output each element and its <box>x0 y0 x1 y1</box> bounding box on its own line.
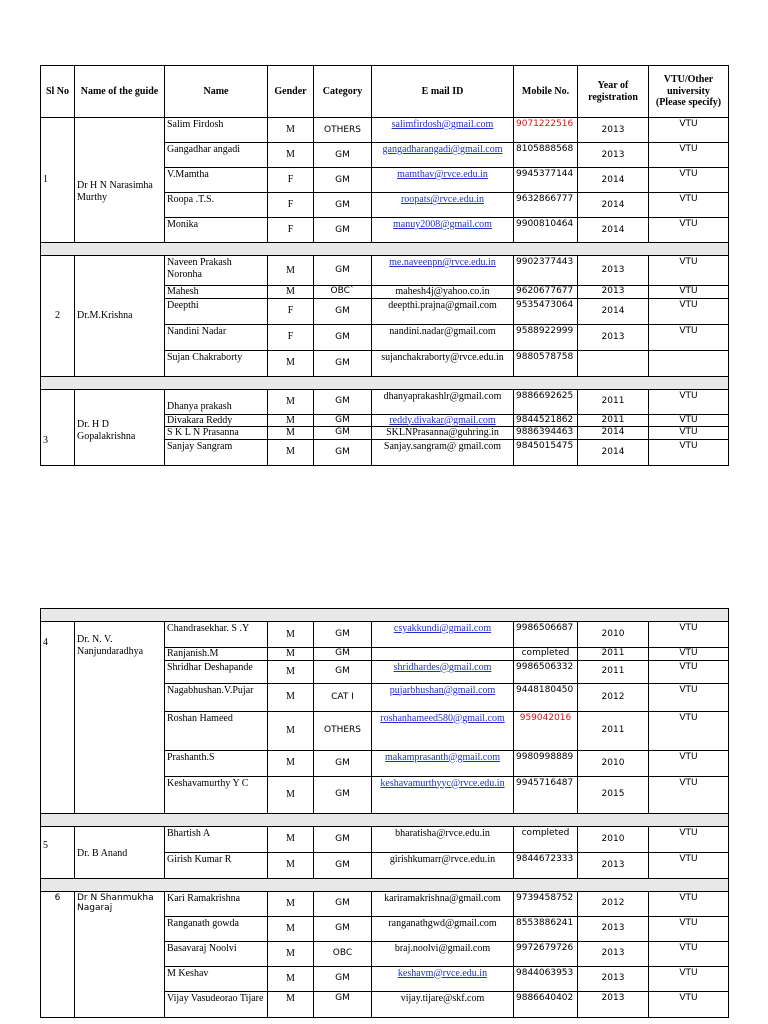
year: 2014 <box>578 193 649 218</box>
year: 2011 <box>578 660 649 683</box>
scholar-name: Roopa .T.S. <box>165 193 268 218</box>
mobile-number: 9900810464 <box>514 218 578 243</box>
year: 2011 <box>578 648 649 661</box>
scholar-name: M Keshav <box>165 966 268 991</box>
guide-name: Dr.M.Krishna <box>75 256 165 377</box>
mobile-number: completed <box>514 826 578 852</box>
category: CAT I <box>314 683 372 711</box>
email-link[interactable]: keshavamurthyyc@rvce.edu.in <box>380 777 505 789</box>
category: OBC <box>314 941 372 966</box>
sl-number: 3 <box>41 389 75 465</box>
email-text: Sanjay.sangram@ gmail.com <box>372 439 514 465</box>
mobile-number: 9632866777 <box>514 193 578 218</box>
year: 2010 <box>578 826 649 852</box>
scholar-name: Keshavamurthy Y C <box>165 776 268 813</box>
header-name: Name <box>165 66 268 118</box>
gender: M <box>268 389 314 414</box>
year: 2014 <box>578 427 649 440</box>
mobile-number: 9739458752 <box>514 891 578 916</box>
scholar-name: Divakara Reddy <box>165 414 268 427</box>
gender: M <box>268 622 314 648</box>
scholar-name: Nandini Nadar <box>165 324 268 350</box>
email-text: girishkumarr@rvce.edu.in <box>372 852 514 878</box>
category: GM <box>314 648 372 661</box>
sl-number: 2 <box>41 256 75 377</box>
category: OBC` <box>314 286 372 299</box>
year: 2013 <box>578 941 649 966</box>
group-separator <box>41 376 729 389</box>
scholar-name: Salim Firdosh <box>165 118 268 143</box>
mobile-number: 8553886241 <box>514 916 578 941</box>
mobile-number: completed <box>514 648 578 661</box>
year: 2012 <box>578 683 649 711</box>
university: VTU <box>649 941 729 966</box>
mobile-number: 9986506332 <box>514 660 578 683</box>
category: GM <box>314 168 372 193</box>
university: VTU <box>649 660 729 683</box>
year: 2013 <box>578 916 649 941</box>
year: 2013 <box>578 991 649 1017</box>
gender: F <box>268 168 314 193</box>
email-text: SKLNPrasanna@guhring.in <box>372 427 514 440</box>
email-link[interactable]: me.naveenpn@rvce.edu.in <box>389 257 496 268</box>
scholar-name: Ranjanish.M <box>165 648 268 661</box>
category: GM <box>314 414 372 427</box>
guide-name: Dr. N. V. Nanjundaradhya <box>75 622 165 814</box>
gender: M <box>268 711 314 750</box>
email-text: braj.noolvi@gmail.com <box>372 941 514 966</box>
header-row <box>41 66 729 118</box>
category: GM <box>314 439 372 465</box>
gender: F <box>268 324 314 350</box>
gender: F <box>268 218 314 243</box>
group-separator <box>41 609 729 622</box>
category: GM <box>314 143 372 168</box>
university: VTU <box>649 750 729 776</box>
category: GM <box>314 298 372 324</box>
mobile-number: 9844521862 <box>514 414 578 427</box>
sl-number: 4 <box>41 622 75 814</box>
scholars-table-page-2 <box>40 608 729 1018</box>
scholar-name: Shridhar Deshapande <box>165 660 268 683</box>
gender: M <box>268 852 314 878</box>
email-text: mahesh4j@yahoo.co.in <box>372 286 514 299</box>
year: 2013 <box>578 118 649 143</box>
email-link[interactable]: makamprasanth@gmail.com <box>384 751 500 763</box>
university <box>649 350 729 376</box>
gender: M <box>268 776 314 813</box>
university: VTU <box>649 389 729 414</box>
scholar-name: Girish Kumar R <box>165 852 268 878</box>
year: 2014 <box>578 439 649 465</box>
university: VTU <box>649 286 729 299</box>
mobile-number: 9535473064 <box>514 298 578 324</box>
gender: M <box>268 826 314 852</box>
email-text: bharatisha@rvce.edu.in <box>372 826 514 852</box>
university: VTU <box>649 966 729 991</box>
university: VTU <box>649 683 729 711</box>
scholar-name: Monika <box>165 218 268 243</box>
year: 2013 <box>578 256 649 286</box>
university: VTU <box>649 298 729 324</box>
scholar-name: Chandrasekhar. S .Y <box>165 622 268 648</box>
gender: M <box>268 648 314 661</box>
scholar-name: Mahesh <box>165 286 268 299</box>
mobile-number: 9844672333 <box>514 852 578 878</box>
university: VTU <box>649 622 729 648</box>
year: 2013 <box>578 852 649 878</box>
gender: M <box>268 350 314 376</box>
mobile-number: 9588922999 <box>514 324 578 350</box>
scholar-name: S K L N Prasanna <box>165 427 268 440</box>
mobile-number: 9986506687 <box>514 622 578 648</box>
university: VTU <box>649 256 729 286</box>
guide-name: Dr. H D Gopalakrishna <box>75 389 165 465</box>
university: VTU <box>649 193 729 218</box>
email-text: deepthi.prajna@gmail.com <box>372 298 514 324</box>
year: 2011 <box>578 711 649 750</box>
year: 2015 <box>578 776 649 813</box>
year: 2012 <box>578 891 649 916</box>
email-link[interactable]: mamthav@rvce.edu.in <box>397 169 488 180</box>
year: 2011 <box>578 389 649 414</box>
category: GM <box>314 324 372 350</box>
table-row <box>41 118 729 143</box>
gender: M <box>268 891 314 916</box>
university: VTU <box>649 891 729 916</box>
email-link[interactable]: keshavm@rvce.edu.in <box>397 967 488 979</box>
header-mobile: Mobile No. <box>514 66 578 118</box>
header-year: Year of registration <box>578 66 649 118</box>
sl-number: 5 <box>41 826 75 878</box>
university: VTU <box>649 427 729 440</box>
category: GM <box>314 750 372 776</box>
year: 2010 <box>578 750 649 776</box>
university: VTU <box>649 168 729 193</box>
mobile-number: 9902377443 <box>514 256 578 286</box>
email-text: kariramakrishna@gmail.com <box>372 891 514 916</box>
university: VTU <box>649 324 729 350</box>
mobile-number: 959042016 <box>514 711 578 750</box>
gender: M <box>268 286 314 299</box>
university: VTU <box>649 648 729 661</box>
gender: M <box>268 427 314 440</box>
email-link[interactable]: pujarbhushan@gmail.com <box>389 684 496 696</box>
group-separator <box>41 878 729 891</box>
scholar-name: Deepthi <box>165 298 268 324</box>
mobile-number: 9945716487 <box>514 776 578 813</box>
header-university: VTU/Other university (Please specify) <box>649 66 729 118</box>
category: GM <box>314 991 372 1017</box>
email-text <box>372 648 514 661</box>
category: GM <box>314 826 372 852</box>
category: GM <box>314 427 372 440</box>
gender: M <box>268 991 314 1017</box>
scholar-name: Sujan Chakraborty <box>165 350 268 376</box>
category: GM <box>314 256 372 286</box>
gender: M <box>268 941 314 966</box>
header-guide: Name of the guide <box>75 66 165 118</box>
gender: F <box>268 298 314 324</box>
mobile-number: 9945377144 <box>514 168 578 193</box>
year: 2013 <box>578 324 649 350</box>
university: VTU <box>649 143 729 168</box>
scholar-name: Roshan Hameed <box>165 711 268 750</box>
sl-number: 1 <box>41 118 75 243</box>
university: VTU <box>649 711 729 750</box>
mobile-number: 9886394463 <box>514 427 578 440</box>
mobile-number: 9844063953 <box>514 966 578 991</box>
mobile-number: 9845015475 <box>514 439 578 465</box>
gender: M <box>268 660 314 683</box>
email-link[interactable]: reddy.divakar@gmail.com <box>389 414 496 426</box>
mobile-number: 9980998889 <box>514 750 578 776</box>
category: OTHERS <box>314 711 372 750</box>
email-link[interactable]: gangadharangadi@gmail.com <box>382 144 503 155</box>
year: 2013 <box>578 143 649 168</box>
email-link[interactable]: manuy2008@gmail.com <box>393 219 492 230</box>
scholar-name: Nagabhushan.V.Pujar <box>165 683 268 711</box>
university: VTU <box>649 776 729 813</box>
year: 2014 <box>578 168 649 193</box>
mobile-number: 9448180450 <box>514 683 578 711</box>
gender: M <box>268 966 314 991</box>
category: GM <box>314 193 372 218</box>
scholar-name: V.Mamtha <box>165 168 268 193</box>
gender: M <box>268 683 314 711</box>
gender: M <box>268 256 314 286</box>
gender: M <box>268 414 314 427</box>
table-row <box>41 256 729 286</box>
table-row <box>41 389 729 414</box>
category: GM <box>314 966 372 991</box>
mobile-number: 9071222516 <box>514 118 578 143</box>
mobile-number: 9886692625 <box>514 389 578 414</box>
header-sl: Sl No <box>41 66 75 118</box>
email-link[interactable]: roopats@rvce.edu.in <box>400 194 485 205</box>
gender: M <box>268 439 314 465</box>
scholar-name: Ranganath gowda <box>165 916 268 941</box>
university: VTU <box>649 852 729 878</box>
category: GM <box>314 350 372 376</box>
category: GM <box>314 660 372 683</box>
scholar-name: Bhartish A <box>165 826 268 852</box>
email-text: ranganathgwd@gmail.com <box>372 916 514 941</box>
university: VTU <box>649 414 729 427</box>
guide-name: Dr N Shanmukha Nagaraj <box>75 891 165 1017</box>
category: GM <box>314 776 372 813</box>
scholar-name: Gangadhar angadi <box>165 143 268 168</box>
gender: F <box>268 193 314 218</box>
email-text: nandini.nadar@gmail.com <box>372 324 514 350</box>
gender: M <box>268 750 314 776</box>
gender: M <box>268 118 314 143</box>
university: VTU <box>649 991 729 1017</box>
email-text: dhanyaprakashlr@gmail.com <box>372 389 514 414</box>
group-separator <box>41 813 729 826</box>
scholar-name: Naveen Prakash Noronha <box>165 256 268 286</box>
category: GM <box>314 389 372 414</box>
email-text: vijay.tijare@skf.com <box>372 991 514 1017</box>
category: GM <box>314 916 372 941</box>
group-separator <box>41 243 729 256</box>
university: VTU <box>649 916 729 941</box>
year: 2010 <box>578 622 649 648</box>
scholar-name: Sanjay Sangram <box>165 439 268 465</box>
scholar-name: Kari Ramakrishna <box>165 891 268 916</box>
year: 2014 <box>578 218 649 243</box>
mobile-number: 8105888568 <box>514 143 578 168</box>
email-link[interactable]: csyakkundi@gmail.com <box>393 623 492 634</box>
guide-name: Dr H N Narasimha Murthy <box>75 118 165 243</box>
table-row <box>41 622 729 648</box>
email-link[interactable]: roshanhameed580@gmail.com <box>380 712 505 724</box>
year: 2013 <box>578 286 649 299</box>
email-link[interactable]: shridhardes@gmail.com <box>393 661 492 673</box>
year: 2011 <box>578 414 649 427</box>
email-link[interactable]: salimfirdosh@gmail.com <box>391 119 494 130</box>
category: OTHERS <box>314 118 372 143</box>
table-row <box>41 891 729 916</box>
header-gender: Gender <box>268 66 314 118</box>
table-row <box>41 826 729 852</box>
header-email: E mail ID <box>372 66 514 118</box>
gender: M <box>268 916 314 941</box>
year: 2013 <box>578 966 649 991</box>
mobile-number: 9972679726 <box>514 941 578 966</box>
mobile-number: 9886640402 <box>514 991 578 1017</box>
scholar-name: Dhanya prakash <box>165 389 268 414</box>
mobile-number: 9620677677 <box>514 286 578 299</box>
university: VTU <box>649 118 729 143</box>
scholar-name: Basavaraj Noolvi <box>165 941 268 966</box>
scholar-name: Prashanth.S <box>165 750 268 776</box>
year: 2014 <box>578 298 649 324</box>
sl-number: 6 <box>41 891 75 1017</box>
university: VTU <box>649 826 729 852</box>
category: GM <box>314 891 372 916</box>
year <box>578 350 649 376</box>
mobile-number: 9880578758 <box>514 350 578 376</box>
university: VTU <box>649 218 729 243</box>
guide-name: Dr. B Anand <box>75 826 165 878</box>
category: GM <box>314 622 372 648</box>
category: GM <box>314 852 372 878</box>
category: GM <box>314 218 372 243</box>
email-text: sujanchakraborty@rvce.edu.in <box>372 350 514 376</box>
scholars-table-page-1 <box>40 65 729 466</box>
header-category: Category <box>314 66 372 118</box>
university: VTU <box>649 439 729 465</box>
scholar-name: Vijay Vasudeorao Tijare <box>165 991 268 1017</box>
gender: M <box>268 143 314 168</box>
